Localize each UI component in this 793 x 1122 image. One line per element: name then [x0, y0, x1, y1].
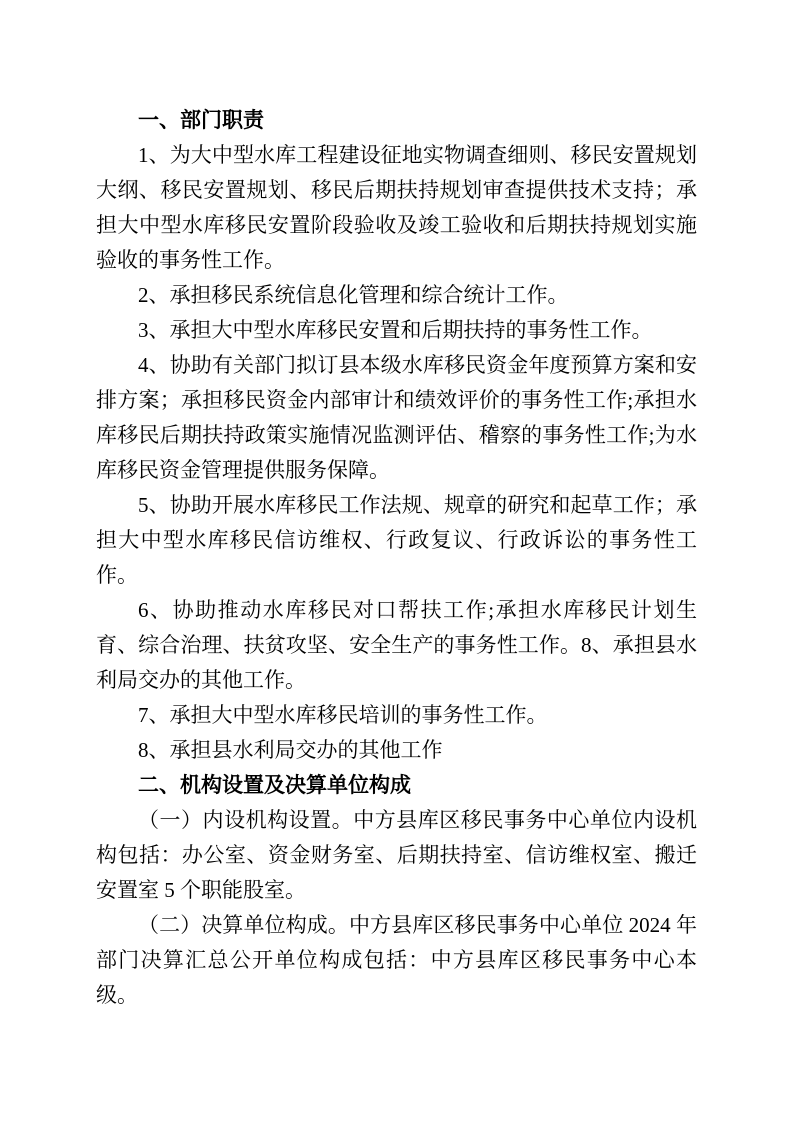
duty-paragraph-7: 7、承担大中型水库移民培训的事务性工作。	[138, 703, 548, 727]
duty-paragraph-8: 8、承担县水利局交办的其他工作	[138, 738, 443, 762]
organization-paragraph-1: （一）内设机构设置。中方县库区移民事务中心单位内设机构包括：办公室、资金财务室、后期扶持室、信访维权室、搬迁安置室 5 个职能股室。	[96, 808, 697, 902]
document-body	[96, 103, 697, 1013]
duty-paragraph-3: 3、承担大中型水库移民安置和后期扶持的事务性工作。	[138, 318, 653, 342]
organization-paragraph-2: （二）决算单位构成。中方县库区移民事务中心单位 2024 年部门决算汇总公开单位构成包括：中方县库区移民事务中心本级。	[96, 913, 697, 1007]
duty-paragraph-4: 4、协助有关部门拟订县本级水库移民资金年度预算方案和安排方案；承担移民资金内部审计和绩效评价的事务性工作;承担水库移民后期扶持政策实施情况监测评估、稽察的事务性工作;为水库移民资金管理提供服务保障。	[96, 353, 697, 482]
section-heading-organization: 二、机构设置及决算单位构成	[138, 774, 411, 797]
duty-paragraph-2: 2、承担移民系统信息化管理和综合统计工作。	[138, 283, 569, 307]
section-heading-duties: 一、部门职责	[138, 109, 264, 132]
duty-paragraph-1: 1、为大中型水库工程建设征地实物调查细则、移民安置规划大纲、移民安置规划、移民后期扶持规划审查提供技术支持；承担大中型水库移民安置阶段验收及竣工验收和后期扶持规划实施验收的事务性工作。	[96, 143, 697, 272]
duty-paragraph-6: 6、协助推动水库移民对口帮扶工作;承担水库移民计划生育、综合治理、扶贫攻坚、安全生产的事务性工作。8、承担县水利局交办的其他工作。	[96, 598, 697, 692]
duty-paragraph-5: 5、协助开展水库移民工作法规、规章的研究和起草工作；承担大中型水库移民信访维权、行政复议、行政诉讼的事务性工作。	[96, 493, 697, 587]
